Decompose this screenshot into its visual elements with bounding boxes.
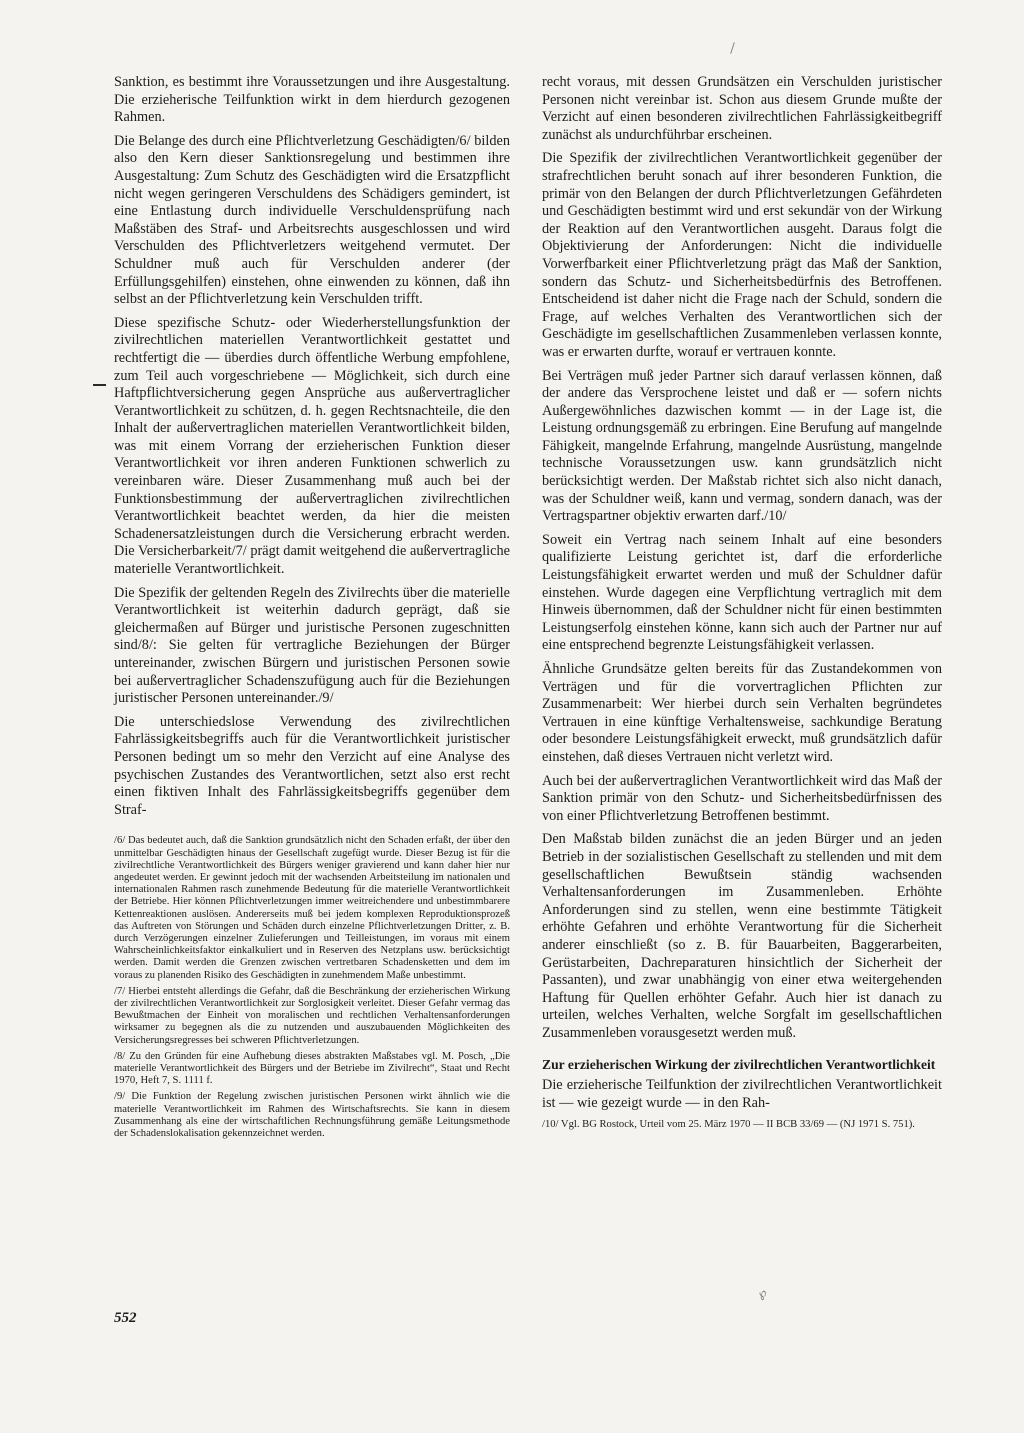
body-paragraph: Die Spezifik der geltenden Regeln des Zivilrechts über die materielle Verantwortlichkeit ist weiterhin dadurch geprägt, daß sie gleichermaßen auf Bürger und juristische Personen zugeschnitten sind/8/: Sie gelten für vertragliche Beziehungen der Bürger untereinander, zwischen Bürgern und juristischen Personen sowie bei außervertraglicher Schadenszufügung auch für die Beziehungen juristischer Personen untereinander./9/: [114, 584, 510, 707]
page-number: 552: [114, 1310, 137, 1326]
footnote-9: /9/ Die Funktion der Regelung zwischen juristischen Personen wirkt ähnlich wie die materielle Verantwortlichkeit im Rahmen des Wirtschaftsrechts. Sie kann in diesem Zusammenhang als eine der wirtschaftlichen Rechnungsführung gemäße Leitungsmethode der Schadenslokalisation gekennzeichnet werden.: [114, 1091, 510, 1140]
body-paragraph: Sanktion, es bestimmt ihre Voraussetzungen und ihre Ausgestaltung. Die erzieherische Teilfunktion wirkt in dem hierdurch gezogenen Rahmen.: [114, 74, 510, 126]
pen-mark: [730, 42, 735, 54]
footnote-10: /10/ Vgl. BG Rostock, Urteil vom 25. März 1970 — II BCB 33/69 — (NJ 1971 S. 751).: [542, 1118, 915, 1130]
footnotes: [114, 835, 510, 1140]
body-paragraph: Den Maßstab bilden zunächst die an jeden Bürger und an jeden Betrieb in der sozialistischen Gesellschaft zu stellenden und mit dem gesellschaftlichen Bewußtsein ständig wachsenden Verhaltensanforderungen im Zusammenleben. Erhöhte Anforderungen sind zu stellen, wenn eine bestimmte Tätigkeit erhöhte Gefahren und erhöhte Verantwortung für die Sicherheit anderer einschließt (so z. B. für Bauarbeiten, Baggerarbeiten, Gerüstarbeiten, Dachreparaturen hinsichtlich der Sicherheit der Passanten), und zwar unabhängig von einer etwa weitergehenden Haftung für Quellen erhöhter Gefahr. Auch hier ist danach zu urteilen, welches Verhalten, welche Sorgfalt im gesellschaftlichen Zusammenleben vorausgesetzt werden muß.: [542, 831, 942, 1041]
body-paragraph: Die Spezifik der zivilrechtlichen Verantwortlichkeit gegenüber der strafrechtlichen beruht sonach auf ihrer besonderen Funktion, die primär von den Belangen der durch Pflichtverletzungen Gefährdeten und Geschädigten bestimmt wird und erst sekundär von der Wirkung der Reaktion auf den Verantwortlichen ausgeht. Daraus folgt die Objektivierung der Anforderungen: Nicht die individuelle Vorwerfbarkeit einer Pflichtverletzung prägt das Maß der Sanktion, sondern das Schutz- und Sicherheitsbedürfnis des Betroffenen. Entscheidend ist daher nicht die Frage nach der Schuld, sondern die Frage, auf welches Verhalten des Verantwortlichen sich der Geschädigte im gesellschaftlichen Zusammenleben verlassen konnte, was er erwarten durfte, worauf er vertrauen konnte.: [542, 150, 942, 360]
footnote-6: /6/ Das bedeutet auch, daß die Sanktion grundsätzlich nicht den Schaden erfaßt, der über den unmittelbar Geschädigten hinaus der Gesellschaft zugefügt wurde. Dieser Bezug ist für die zivilrechtliche Verantwortlichkeit des Bürgers weniger gravierend und kann daher hier nur angedeutet werden. Er gewinnt jedoch mit der wachsenden Arbeitsteilung im nationalen und internationalen Rahmen rasch zunehmende Bedeutung für die materielle Verantwortlichkeit der Betriebe. Hier können Pflichtverletzungen immer weitreichendere und unbestimmbarere Kettenreaktionen auslösen. Andererseits muß bei jedem komplexen Reproduktionsprozeß das Auftreten von Störungen und Schäden durch einzelne Pflichtverletzungen Dritter, z. B. durch Verzögerungen einzelner Zulieferungen und Teilleistungen, im voraus mit einem Wahrscheinlichkeitsfaktor einkalkuliert und in Reserven des Netzplans usw. berücksichtigt werden. Damit werden die Grenzen zwischen vertretbaren Schadensketten und dem im voraus zu planenden Risiko des Geschädigten in zunehmendem Maße unbestimmt.: [114, 835, 510, 981]
body-paragraph: Auch bei der außervertraglichen Verantwortlichkeit wird das Maß der Sanktion primär von den Schutz- und Sicherheitsbedürfnissen des von einer Pflichtverletzung Betroffenen bestimmt.: [542, 772, 942, 824]
body-paragraph: Die erzieherische Teilfunktion der zivilrechtlichen Verantwortlichkeit ist — wie gezeigt wurde — in den Rah-: [542, 1077, 942, 1112]
body-paragraph: recht voraus, mit dessen Grundsätzen ein Verschulden juristischer Personen nicht vereinbar ist. Schon aus diesem Grunde mußte der Verzicht auf einen besonderen zivilrechtlichen Fahrlässigkeitbegriff zunächst als undurchführbar erscheinen.: [542, 74, 942, 143]
right-column: [542, 74, 942, 1135]
left-column: [114, 74, 510, 1144]
body-paragraph: Die Belange des durch eine Pflichtverletzung Geschädigten/6/ bilden also den Kern dieser Sanktionsregelung und bestimmen ihre Ausgestaltung: Zum Schutz des Geschädigten wird die Ersatzpflicht nicht wegen geringeren Verschuldens des Schädigers gemindert, ist eine Entlastung durch individuelle Verschuldensprüfung nach Maßstäben des Straf- und Arbeitsrechts ausgeschlossen und wird Verschulden des Pflichtverletzers weitgehend vermutet. Der Schuldner muß auch für Verschulden anderer (der Erfüllungsgehilfen) einstehen, ohne einwenden zu können, daß ihn selbst an der Pflichtverletzung kein Verschulden trifft.: [114, 132, 510, 308]
margin-dash-mark: [93, 384, 106, 386]
body-paragraph: Bei Verträgen muß jeder Partner sich darauf verlassen können, daß der andere das Versprochene leistet und daß er — sofern nichts Außergewöhnliches dazwischen kommt — in der Lage ist, die Leistung ordnungsgemäß zu erbringen. Eine Berufung auf mangelnde Fähigkeit, mangelnde Erfahrung, mangelnde Ausrüstung, mangelnde technische Voraussetzungen usw. kann grundsätzlich nicht berücksichtigt werden. Der Maßstab richtet sich also nicht danach, was der Schuldner weiß, kann und vermag, sondern danach, was der Vertragspartner objektiv erwarten darf./10/: [542, 367, 942, 525]
body-paragraph: Ähnliche Grundsätze gelten bereits für das Zustandekommen von Verträgen und für die vorvertraglichen Pflichten zur Zusammenarbeit: Wer hierbei durch sein Verhalten begründetes Vertrauen in eine künftige Verhaltensweise, sachkundige Beratung oder besondere Leistungsfähigkeit erweckt, muß grundsätzlich dafür einstehen, daß dieses Vertrauen nicht verletzt wird.: [542, 661, 942, 765]
body-paragraph: Soweit ein Vertrag nach seinem Inhalt auf eine besonders qualifizierte Leistung gerichtet ist, darf die erforderliche Leistungsfähigkeit erwartet werden und muß der Schuldner dafür einstehen. Wurde dagegen eine Verpflichtung vertraglich mit dem Hinweis übernommen, daß der Schuldner nicht für einen bestimmten Leistungserfolg einstehen könne, kann sich auch der Partner nur auf eine entsprechend begrenzte Leistungsfähigkeit verlassen.: [542, 531, 942, 654]
footnote-8: /8/ Zu den Gründen für eine Aufhebung dieses abstrakten Maßstabes vgl. M. Posch, „Die materielle Verantwortlichkeit des Bürgers und der Betriebe im Zivilrecht“, Staat und Recht 1970, Heft 7, S. 1111 f.: [114, 1050, 510, 1087]
footnote-7: /7/ Hierbei entsteht allerdings die Gefahr, daß die Beschränkung der erzieherischen Wirkung der zivilrechtlichen Verantwortlichkeit zur Sorglosigkeit verleitet. Dieser Gefahr vermag das Bewußtmachen der Einheit von moralischen und rechtlichen Verhaltensanforderungen wirksamer zu begegnen als die zu nutzenden und auszubauenden Möglichkeiten des Versicherungsregresses bei schweren Pflichtverletzungen.: [114, 985, 510, 1046]
section-heading: Zur erzieherischen Wirkung der zivilrechtlichen Verantwortlichkeit: [542, 1057, 936, 1073]
pen-curl-mark: ℘: [754, 1284, 770, 1302]
body-paragraph: Diese spezifische Schutz- oder Wiederherstellungsfunktion der zivilrechtlichen materiellen Verantwortlichkeit gestattet und rechtfertigt die — überdies durch öffentliche Werbung empfohlene, zum Teil auch vorgeschriebene — Möglichkeit, sich durch eine Haftpflichtversicherung gegen Ansprüche aus außervertraglicher Verantwortlichkeit zu schützen, d. h. gegen Rechtsnachteile, die den Inhalt der außervertraglichen materiellen Verantwortlichkeit bilden, was mit einem Vorrang der erzieherischen Funktion dieser Verantwortlichkeit vor ihren anderen Funktionen schwerlich zu vereinbaren wäre. Dieser Zusammenhang muß auch bei der Funktionsbestimmung der außervertraglichen zivilrechtlichen Verantwortlichkeit beachtet werden, da hier die meisten Schadenersatzleistungen durch die Versicherung erbracht werden. Die Versicherbarkeit/7/ prägt damit weitgehend die außervertragliche materielle Verantwortlichkeit.: [114, 314, 510, 578]
body-paragraph: Die unterschiedslose Verwendung des zivilrechtlichen Fahrlässigkeitsbegriffs auch für die Verantwortlichkeit juristischer Personen bedingt um so mehr den Verzicht auf eine Analyse des psychischen Zustandes des Verantwortlichen, setzt also erst recht einen fiktiven Inhalt des Fahrlässigkeitsbegriffs gegenüber dem Straf-: [114, 713, 510, 818]
